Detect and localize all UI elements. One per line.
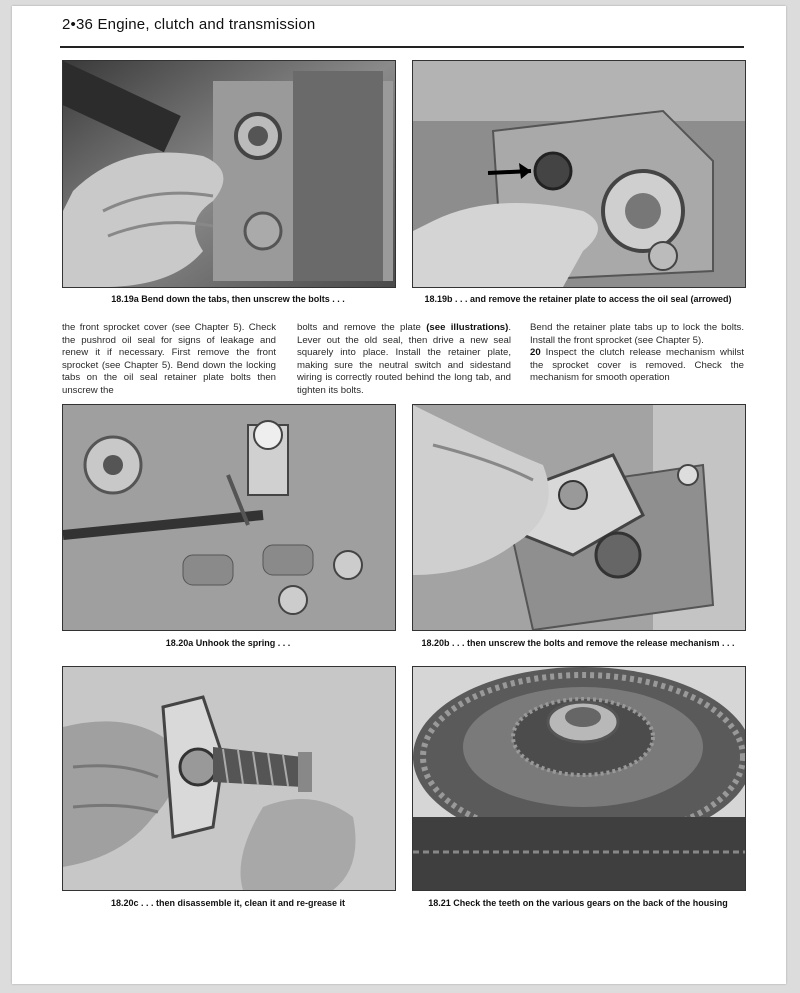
photo-18-19a	[62, 60, 396, 288]
see-illustrations-ref: (see illustrations)	[426, 322, 509, 333]
photo-18-20b	[412, 404, 746, 631]
caption-18-19a: 18.19a Bend down the tabs, then unscrew the bolts . . .	[111, 294, 345, 304]
caption-18-21: 18.21 Check the teeth on the various gears on the back of the housing	[428, 898, 728, 908]
page-title: 2•36 Engine, clutch and transmission	[62, 16, 316, 33]
photo-18-19b	[412, 60, 746, 288]
caption-18-19b: 18.19b . . . and remove the retainer plate to access the oil seal (arrowed)	[424, 294, 732, 304]
unhook-spring-image	[63, 405, 395, 630]
retainer-plate-image	[413, 61, 745, 287]
body-text-col3	[530, 322, 744, 385]
release-mechanism-image	[413, 405, 745, 630]
col3-text-a: Bend the retainer plate tabs up to lock the bolts. Install the front sprocket (see Chapter 5).	[530, 322, 744, 346]
tabs-bolts-image	[63, 61, 395, 287]
col3-text-b: Inspect the clutch release mechanism whilst the sprocket cover is removed. Check the mechanism for smooth operation	[530, 347, 744, 384]
photo-18-20c	[62, 666, 396, 891]
body-text-col2	[297, 322, 511, 398]
disassemble-image	[63, 667, 395, 890]
text-column-3	[530, 322, 744, 385]
body-text-col1: the front sprocket cover (see Chapter 5). Check the pushrod oil seal for signs of leakage and renew it if necessary. First remove the front sprocket (see Chapter 5). Bend down the locking tabs on the oil seal retainer plate bolts then unscrew the	[62, 322, 276, 396]
manual-page	[12, 6, 786, 984]
text-column-2	[297, 322, 511, 398]
text-column-1	[62, 322, 276, 398]
header-divider	[60, 46, 744, 48]
clutch-gear-image	[413, 667, 745, 890]
col2-text-b: . Lever out the old seal, then drive a new seal squarely into place. Install the retainer plate, making sure the neutral switch and sidestand wiring is correctly routed behind the long tab, and tighten its bolts.	[297, 322, 512, 396]
photo-18-20a	[62, 404, 396, 631]
caption-18-20c: 18.20c . . . then disassemble it, clean it and re-grease it	[110, 898, 346, 908]
col2-text-a: bolts and remove the plate	[297, 322, 427, 333]
caption-18-20a: 18.20a Unhook the spring . . .	[165, 638, 291, 648]
photo-18-21	[412, 666, 746, 891]
step-number-20: 20	[530, 347, 541, 359]
caption-18-20b: 18.20b . . . then unscrew the bolts and remove the release mechanism . . .	[421, 638, 735, 648]
